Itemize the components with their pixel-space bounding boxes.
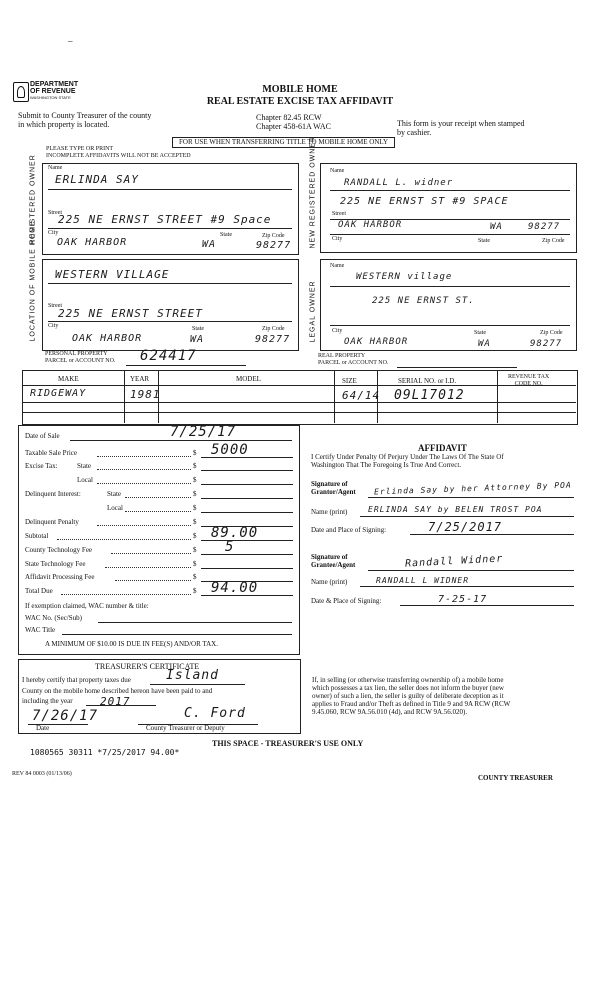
- grantor-name-label: Name (print): [311, 508, 348, 516]
- new-owner-state[interactable]: WA: [490, 222, 503, 232]
- grantor-date[interactable]: 7/25/2017: [428, 520, 503, 534]
- cert-line1: I hereby certify that property taxes due: [22, 676, 131, 684]
- lien-line4: applies to Fraud and/or Theft as defined in Title 9 and 9A RCW (RCW: [312, 700, 511, 708]
- grantee-name[interactable]: RANDALL L WIDNER: [376, 576, 470, 585]
- street-label: Street: [48, 303, 62, 309]
- vehicle-make[interactable]: RIDGEWAY: [30, 388, 87, 399]
- grantee-date[interactable]: 7-25-17: [438, 594, 488, 605]
- city-label: City: [48, 230, 59, 236]
- new-owner-zip[interactable]: 98277: [528, 222, 561, 232]
- affidavit-fee-label: Affidavit Processing Fee: [25, 573, 95, 581]
- agency-line2: OF REVENUE: [30, 88, 76, 95]
- grantor-name[interactable]: ERLINDA SAY by BELEN TROST POA: [368, 505, 543, 514]
- instruction-line1: PLEASE TYPE OR PRINT: [46, 146, 114, 152]
- personal-parcel-value[interactable]: 624417: [140, 348, 197, 364]
- vehicle-table: [22, 370, 578, 425]
- agency-line3: WASHINGTON STATE: [30, 95, 71, 100]
- dollar-sign: $: [193, 476, 197, 484]
- revenue-header: [508, 374, 549, 388]
- real-parcel-line2: PARCEL or ACCOUNT NO.: [318, 360, 389, 366]
- legal-owner-name[interactable]: WESTERN village: [356, 272, 453, 282]
- make-header: MAKE: [58, 375, 79, 383]
- grantee-date-label: Date & Place of Signing:: [311, 597, 382, 605]
- subtotal-value[interactable]: 89.00: [211, 525, 259, 541]
- receipt-text: [397, 119, 525, 137]
- lien-line1: If, in selling (or otherwise transferring ownership of) a mobile home: [312, 676, 504, 684]
- city-label: City: [332, 236, 343, 242]
- chapters: [256, 113, 331, 131]
- dollar-sign: $: [193, 587, 197, 595]
- page-title: [150, 84, 450, 108]
- personal-parcel-line1: PERSONAL PROPERTY: [45, 351, 108, 357]
- name-label: Name: [48, 165, 63, 171]
- lien-line2: which possesses a tax lien, the seller does not inform the buyer (new: [312, 684, 504, 692]
- state-label: State: [478, 238, 490, 244]
- new-owner-label: NEW REGISTERED OWNER: [309, 135, 317, 249]
- affidavit-certify: [311, 453, 504, 469]
- agency-line1: DEPARTMENT: [30, 81, 79, 88]
- wac-title-label: WAC Title: [25, 626, 56, 634]
- revenue-header-line2: CODE NO.: [514, 381, 543, 387]
- street-label: Street: [48, 210, 62, 216]
- personal-parcel-label: [45, 351, 115, 365]
- certify-line2: Washington That The Foregoing Is True And Correct.: [311, 461, 462, 469]
- excise-local-label: Local: [77, 476, 93, 484]
- registered-owner-state[interactable]: WA: [202, 239, 217, 250]
- zip-label: Zip Code: [542, 238, 565, 244]
- top-mark: –: [68, 36, 73, 46]
- street-label: Street: [332, 211, 346, 217]
- registered-owner-street[interactable]: 225 NE ERNST STREET #9 Space: [58, 213, 272, 226]
- instructions: [46, 146, 191, 160]
- grantee-sig-label-1: Signature of: [311, 553, 348, 561]
- delinquent-interest-label: Delinquent Interest:: [25, 490, 81, 498]
- state-label: State: [220, 232, 232, 238]
- cert-signer-label: County Treasurer or Deputy: [146, 724, 225, 732]
- state-tech-label: State Technology Fee: [25, 560, 86, 568]
- legal-owner-label: LEGAL OWNER: [309, 280, 317, 343]
- instruction-line2: INCOMPLETE AFFIDAVITS WILL NOT BE ACCEPTED: [46, 153, 191, 159]
- tax-lien-notice: [312, 676, 582, 716]
- legal-owner-city[interactable]: OAK HARBOR: [344, 337, 409, 347]
- certify-line1: I Certify Under Penalty Of Perjury Under The Laws Of The State Of: [311, 453, 504, 461]
- receipt-line1: This form is your receipt when stamped: [397, 119, 525, 128]
- registered-owner-label: REGISTERED OWNER: [29, 154, 37, 245]
- treasurer-use-heading: THIS SPACE - TREASURER'S USE ONLY: [212, 739, 364, 748]
- grantor-date-label: Date and Place of Signing:: [311, 526, 387, 534]
- lien-line5: 9.45.060, RCW 9A.56.010 (4d), and RCW 9A.56.020).: [312, 708, 468, 716]
- submit-line1: Submit to County Treasurer of the county: [18, 111, 152, 120]
- revision-number: REV 84 0003 (01/13/06): [12, 771, 72, 777]
- new-owner-box: [320, 163, 577, 253]
- state-label: State: [474, 330, 486, 336]
- legal-owner-zip[interactable]: 98277: [530, 339, 563, 349]
- subtotal-label: Subtotal: [25, 532, 49, 540]
- location-label: LOCATION OF MOBILE HOME: [29, 220, 37, 342]
- cert-date-value[interactable]: 7/26/17: [32, 708, 99, 724]
- zip-label: Zip Code: [262, 326, 285, 332]
- chapter-line1: Chapter 82.45 RCW: [256, 113, 322, 122]
- wac-no-label: WAC No. (Sec/Sub): [25, 614, 82, 622]
- cert-signature[interactable]: C. Ford: [184, 706, 246, 721]
- date-of-sale-value[interactable]: 7/25/17: [170, 424, 237, 440]
- delinquent-state-label: State: [107, 490, 121, 498]
- grantor-signature[interactable]: Erlinda Say by her Attorney By POA: [373, 480, 572, 497]
- cert-line2: County on the mobile home described hereon have been paid to and: [22, 687, 213, 695]
- dollar-sign: $: [193, 532, 197, 540]
- dollar-sign: $: [193, 449, 197, 457]
- cashier-stamp: 1080565 30311 *7/25/2017 94.00*: [30, 748, 180, 757]
- grantor-sig-label-2: Grantor/Agent: [311, 488, 356, 496]
- cert-date-label: Date: [36, 724, 50, 732]
- excise-tax-label: Excise Tax:: [25, 462, 58, 470]
- registered-owner-zip[interactable]: 98277: [256, 240, 292, 251]
- vehicle-size[interactable]: 64/14: [342, 389, 381, 402]
- new-owner-street[interactable]: 225 NE ERNST ST #9 SPACE: [340, 196, 509, 207]
- personal-parcel-line2: PARCEL or ACCOUNT NO.: [45, 358, 116, 364]
- grantee-sig-label: [311, 553, 355, 569]
- grantor-sig-label-1: Signature of: [311, 480, 348, 488]
- cert-year-value[interactable]: 2017: [100, 695, 131, 708]
- zip-label: Zip Code: [262, 233, 285, 239]
- dollar-sign: $: [193, 560, 197, 568]
- submit-line2: in which property is located.: [18, 120, 110, 129]
- title-line1: MOBILE HOME: [262, 84, 338, 95]
- lien-line3: owner) of such a lien, the seller is guilty of deliberate deception as it: [312, 692, 504, 700]
- location-city[interactable]: OAK HARBOR: [72, 333, 143, 344]
- exemption-label: If exemption claimed, WAC number & title:: [25, 602, 149, 610]
- grantee-signature[interactable]: Randall Widner: [404, 553, 504, 570]
- grantee-name-label: Name (print): [311, 578, 348, 586]
- dollar-sign: $: [193, 504, 197, 512]
- legal-owner-street[interactable]: 225 NE ERNST ST.: [372, 296, 475, 306]
- revenue-header-line1: REVENUE TAX: [508, 374, 550, 380]
- size-header: SIZE: [342, 377, 357, 385]
- total-label: Total Due: [25, 587, 53, 595]
- model-header: MODEL: [236, 375, 261, 383]
- taxable-price-label: Taxable Sale Price: [25, 449, 77, 457]
- location-street[interactable]: 225 NE ERNST STREET: [58, 307, 203, 320]
- dollar-sign: $: [193, 490, 197, 498]
- name-label: Name: [330, 168, 345, 174]
- minimum-text: A MINIMUM OF $10.00 IS DUE IN FEE(S) AND/OR TAX.: [45, 640, 218, 648]
- year-header: YEAR: [130, 375, 150, 383]
- name-label: Name: [330, 263, 345, 269]
- zip-label: Zip Code: [540, 330, 563, 336]
- affidavit-heading: AFFIDAVIT: [418, 443, 467, 453]
- county-tech-value[interactable]: 5: [225, 539, 235, 555]
- delinquent-local-label: Local: [107, 504, 123, 512]
- location-name[interactable]: WESTERN VILLAGE: [55, 268, 170, 281]
- dollar-sign: $: [193, 462, 197, 470]
- submit-text: [18, 111, 151, 129]
- dollar-sign: $: [193, 546, 197, 554]
- cert-line3: including the year: [22, 697, 73, 705]
- total-value[interactable]: 94.00: [211, 580, 259, 596]
- location-state[interactable]: WA: [190, 334, 205, 345]
- registered-owner-name[interactable]: ERLINDA SAY: [55, 173, 139, 186]
- agency-logo: [30, 81, 78, 100]
- serial-header: SERIAL NO. or I.D.: [398, 377, 457, 385]
- vehicle-serial[interactable]: 09L17012: [394, 388, 465, 403]
- receipt-line2: by cashier.: [397, 128, 432, 137]
- city-label: City: [332, 328, 343, 334]
- treasurer-cert-heading: TREASURER'S CERTIFICATE: [95, 662, 200, 671]
- grantor-sig-label: [311, 480, 356, 496]
- excise-state-label: State: [77, 462, 91, 470]
- state-label: State: [192, 326, 204, 332]
- transfer-banner: FOR USE WHEN TRANSFERRING TITLE TO MOBILE HOME ONLY: [172, 137, 395, 148]
- grantee-sig-label-2: Grantee/Agent: [311, 561, 356, 569]
- title-line2: REAL ESTATE EXCISE TAX AFFIDAVIT: [206, 96, 394, 107]
- city-label: City: [48, 323, 59, 329]
- real-parcel-line1: REAL PROPERTY: [318, 353, 366, 359]
- county-tech-label: County Technology Fee: [25, 546, 93, 554]
- new-owner-name[interactable]: RANDALL L. widner: [344, 178, 454, 188]
- dor-seal-icon: [13, 82, 29, 102]
- date-of-sale-label: Date of Sale: [25, 432, 60, 440]
- legal-owner-state[interactable]: WA: [478, 339, 491, 349]
- new-owner-city[interactable]: OAK HARBOR: [338, 220, 403, 230]
- location-zip[interactable]: 98277: [255, 334, 291, 345]
- cert-due-value[interactable]: Island: [166, 668, 219, 683]
- dollar-sign: $: [193, 573, 197, 581]
- delinquent-penalty-label: Delinquent Penalty: [25, 518, 79, 526]
- dollar-sign: $: [193, 518, 197, 526]
- real-parcel-label: [318, 353, 388, 367]
- taxable-price-value[interactable]: 5000: [211, 442, 249, 458]
- vehicle-year[interactable]: 1981: [130, 388, 161, 401]
- chapter-line2: Chapter 458-61A WAC: [256, 122, 331, 131]
- registered-owner-city[interactable]: OAK HARBOR: [57, 237, 128, 248]
- county-treasurer-label: COUNTY TREASURER: [478, 774, 553, 782]
